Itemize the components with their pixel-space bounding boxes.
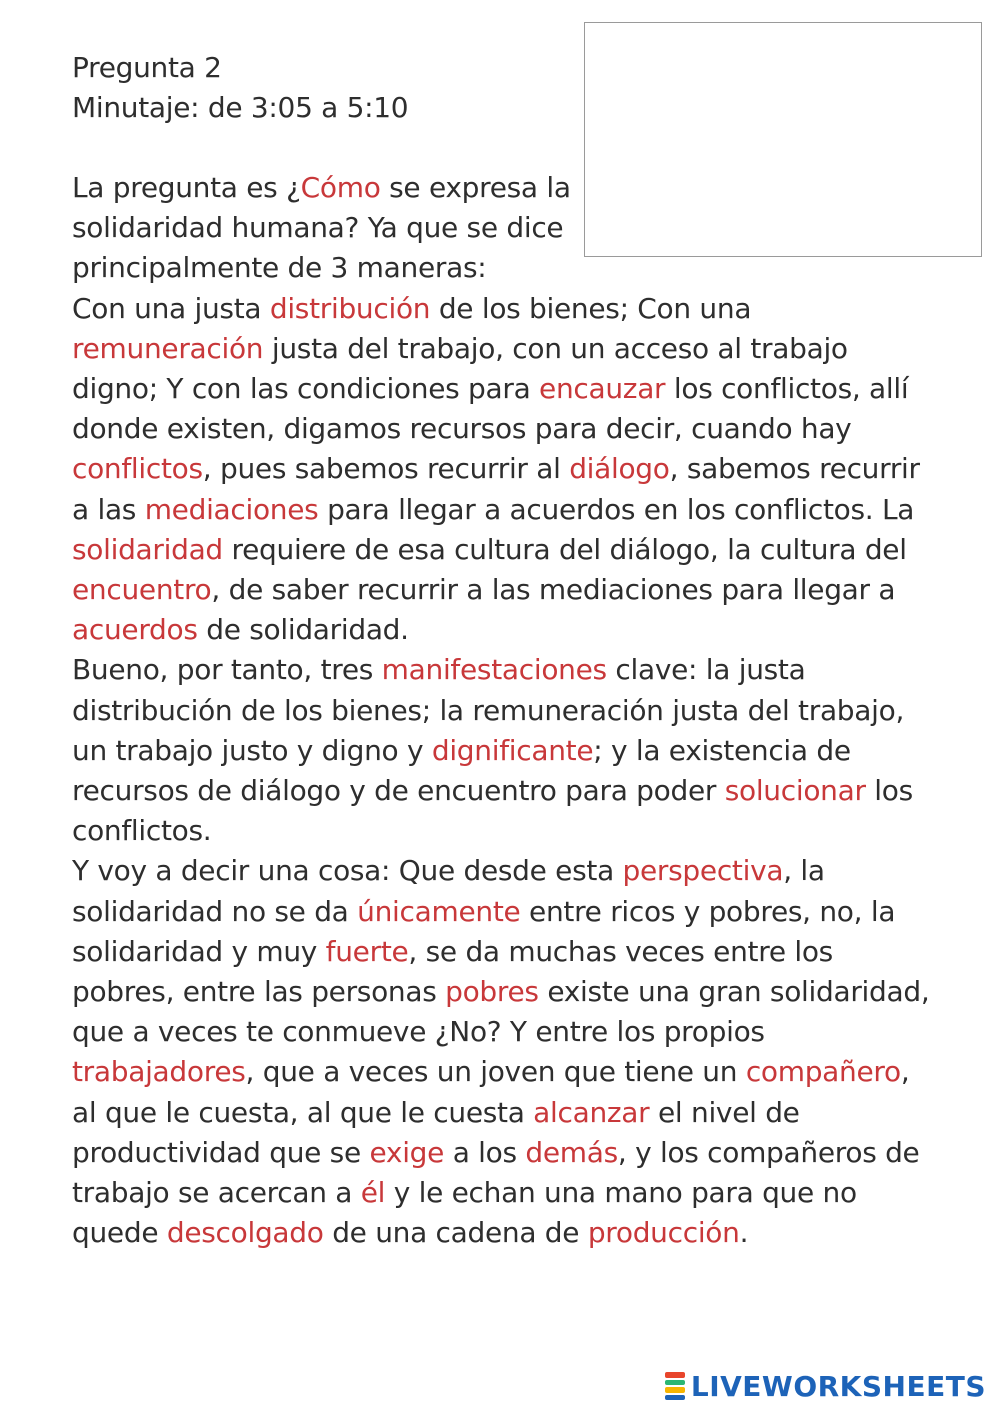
text-segment: clave: la justa distribución de los bienes; la remuneración justa del trabajo, un trabajo justo y digno y: [72, 653, 905, 767]
highlighted-word: únicamente: [357, 894, 521, 928]
highlighted-word: Cómo: [300, 171, 381, 204]
text-segment: entre ricos y pobres, no, la solidaridad y muy: [72, 894, 896, 968]
highlighted-word: mediaciones: [144, 492, 319, 526]
text-segment: La pregunta es ¿: [72, 171, 301, 204]
timestamp-range: Minutaje: de 3:05 a 5:10: [72, 91, 409, 124]
highlighted-word: descolgado: [166, 1216, 324, 1250]
highlighted-word: distribución: [269, 291, 431, 325]
highlighted-word: fuerte: [325, 934, 409, 968]
highlighted-word: trabajadores: [72, 1055, 246, 1089]
highlighted-word: compañero: [745, 1055, 901, 1089]
text-segment: de una cadena de: [323, 1216, 588, 1250]
text-segment: los conflictos, allí donde existen, digamos recursos para decir, cuando hay: [72, 372, 909, 446]
text-segment: , sabemos recurrir a las: [72, 452, 920, 526]
highlighted-word: solidaridad: [72, 532, 223, 566]
text-segment: y le echan una mano para que no quede: [72, 1176, 857, 1250]
paragraph-4: [72, 851, 932, 1253]
highlighted-word: dignificante: [431, 733, 594, 767]
text-segment: , al que le cuesta, al que le cuesta: [72, 1055, 910, 1129]
text-segment: los conflictos.: [72, 774, 913, 848]
highlighted-word: conflictos: [72, 452, 203, 486]
paragraph-2: [72, 289, 932, 651]
highlighted-word: encuentro: [72, 573, 212, 607]
text-segment: Con una justa: [72, 291, 270, 325]
highlighted-word: diálogo: [569, 452, 670, 486]
liveworksheets-logo-icon: [665, 1372, 685, 1400]
text-segment: , que a veces un joven que tiene un: [245, 1055, 746, 1089]
text-segment: de solidaridad.: [197, 613, 409, 647]
text-segment: se expresa la solidaridad humana? Ya que se dice principalmente de 3 maneras:: [72, 171, 571, 285]
highlighted-word: perspectiva: [622, 854, 784, 888]
text-segment: justa del trabajo, con un acceso al trabajo digno; Y con las condiciones para: [72, 331, 848, 406]
text-segment: a los: [444, 1135, 526, 1169]
paragraph-intro: [72, 168, 572, 289]
text-segment: , se da muchas veces entre los pobres, entre las personas: [72, 934, 833, 1009]
text-segment: , la solidaridad no se da: [72, 854, 825, 928]
text-segment: , y los compañeros de trabajo se acercan a: [72, 1135, 920, 1210]
highlighted-word: acuerdos: [72, 613, 198, 647]
highlighted-word: remuneración: [72, 331, 264, 365]
highlighted-word: él: [360, 1176, 386, 1210]
liveworksheets-logo[interactable]: [665, 1366, 986, 1406]
transcript: [72, 168, 932, 1253]
text-segment: Bueno, por tanto, tres: [72, 653, 382, 687]
highlighted-word: alcanzar: [533, 1095, 650, 1129]
highlighted-word: pobres: [445, 975, 539, 1009]
header: [72, 48, 408, 128]
text-segment: el nivel de productividad que se: [72, 1095, 800, 1169]
highlighted-word: exige: [369, 1135, 445, 1169]
text-segment: , de saber recurrir a las mediaciones para llegar a: [211, 573, 896, 607]
highlighted-word: producción: [587, 1216, 740, 1250]
highlighted-word: manifestaciones: [381, 653, 607, 687]
paragraph-3: [72, 650, 932, 851]
text-segment: existe una gran solidaridad, que a veces te conmueve ¿No? Y entre los propios: [72, 975, 930, 1049]
text-segment: .: [739, 1216, 749, 1250]
brand-name: LIVEWORKSHEETS: [690, 1369, 986, 1403]
highlighted-word: demás: [525, 1135, 618, 1169]
text-segment: de los bienes; Con una: [430, 291, 752, 325]
highlighted-word: encauzar: [539, 372, 666, 406]
text-segment: , pues sabemos recurrir al: [202, 452, 570, 486]
highlighted-word: solucionar: [724, 774, 866, 808]
text-segment: ; y la existencia de recursos de diálogo y de encuentro para poder: [72, 733, 851, 808]
text-segment: Y voy a decir una cosa: Que desde esta: [72, 854, 623, 888]
text-segment: requiere de esa cultura del diálogo, la cultura del: [222, 532, 907, 566]
text-segment: para llegar a acuerdos en los conflictos. La: [318, 492, 915, 526]
question-title: Pregunta 2: [72, 51, 222, 84]
